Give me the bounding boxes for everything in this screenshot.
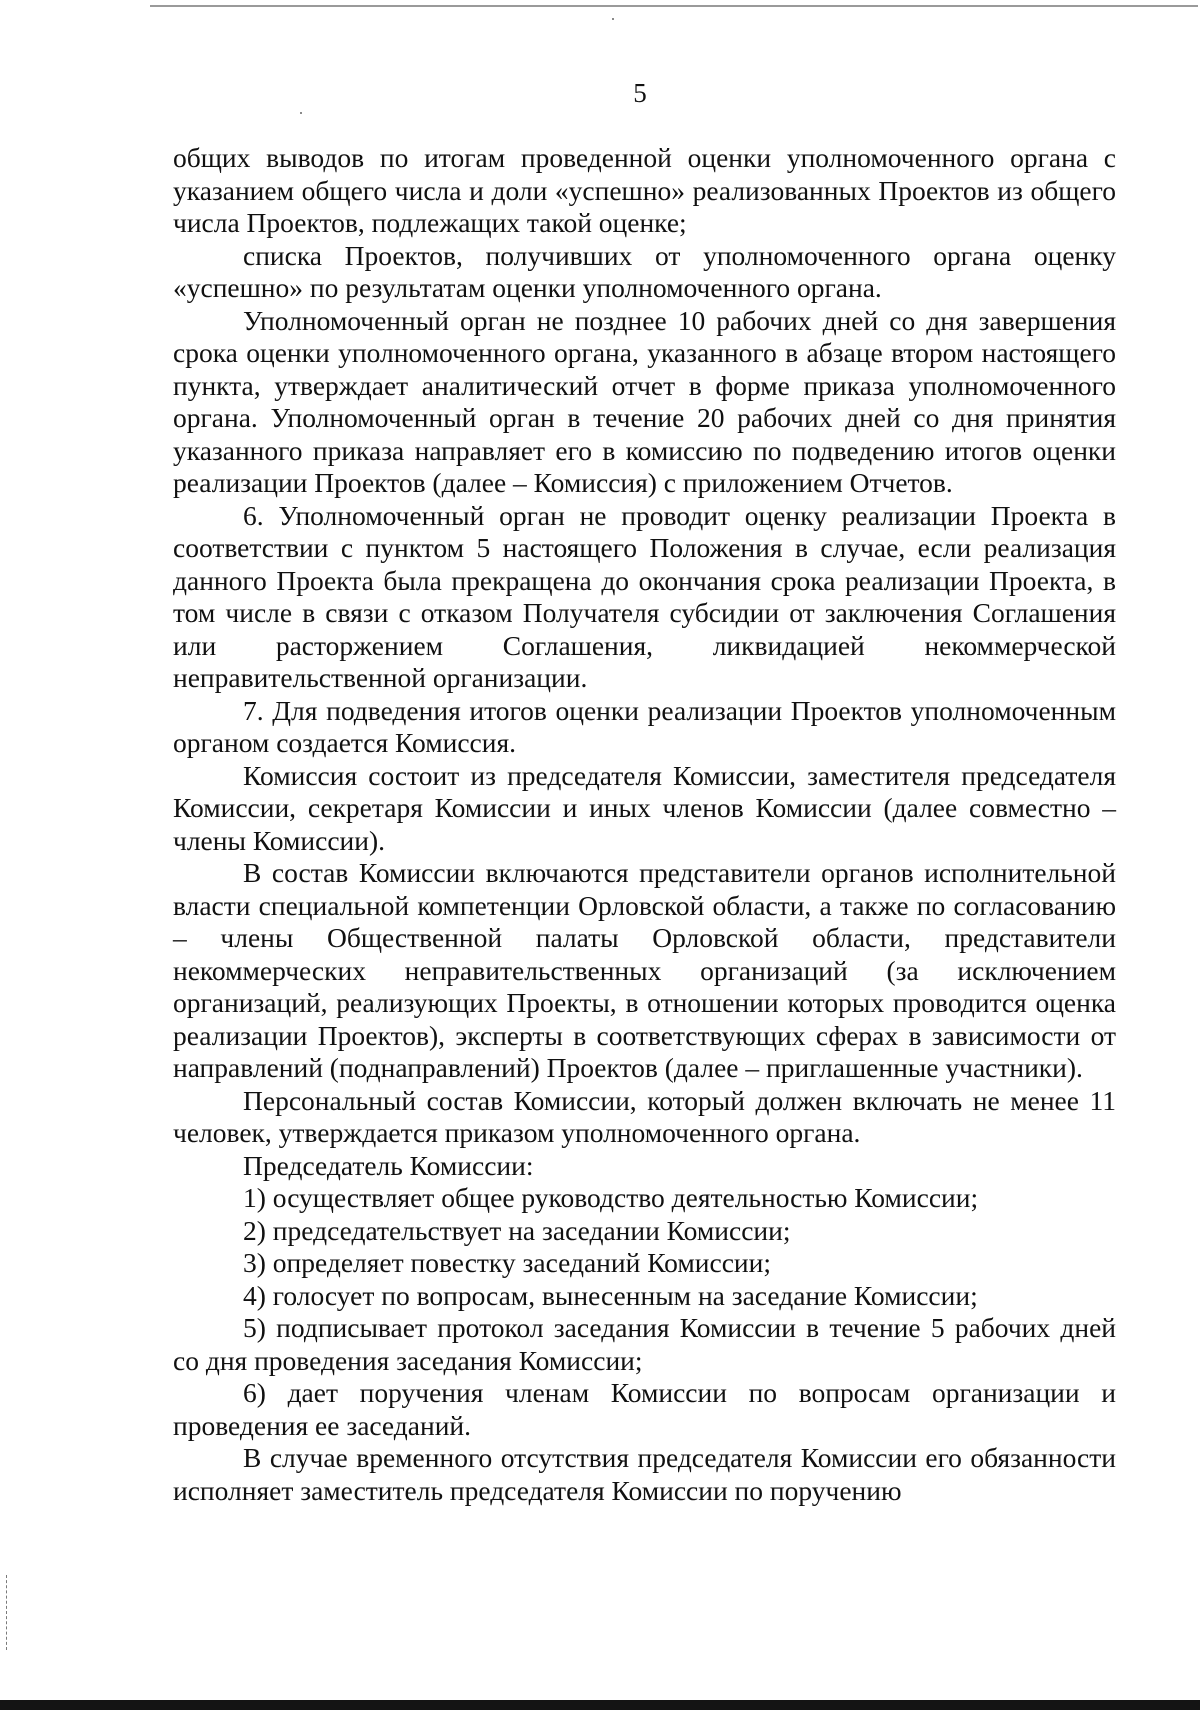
paragraph: 5) подписывает протокол заседания Комиссии в течение 5 рабочих дней со дня проведения заседания Комиссии; [173,1312,1116,1376]
scan-edge-mark [6,1575,7,1650]
paragraph: 1) осуществляет общее руководство деятельностью Комиссии; [243,1182,979,1213]
paragraph: 7. Для подведения итогов оценки реализации Проектов уполномоченным органом создается Комиссия. [173,694,1116,758]
scan-speck [612,18,614,20]
paragraph: Комиссия состоит из председателя Комиссии, заместителя председателя Комиссии, секретаря Комиссии и иных членов Комиссии (далее совместно – члены Комиссии). [173,759,1116,856]
page-number: 5 [633,78,647,108]
paragraph: Персональный состав Комиссии, который должен включать не менее 11 человек, утверждается приказом уполномоченного органа. [173,1084,1116,1148]
paragraph: общих выводов по итогам проведенной оценки уполномоченного органа с указанием общего числа и доли «успешно» реализованных Проектов из общего числа Проектов, подлежащих такой оценке; [173,142,1116,238]
scan-bottom-edge [0,1700,1200,1710]
paragraph: В случае временного отсутствия председателя Комиссии его обязанности исполняет заместитель председателя Комиссии по поручению [173,1442,1116,1506]
paragraph: 6) дает поручения членам Комиссии по вопросам организации и проведения ее заседаний. [173,1377,1116,1441]
document-body [173,142,1116,1507]
scan-edge-line [150,5,1198,7]
paragraph: Уполномоченный орган не позднее 10 рабочих дней со дня завершения срока оценки уполномоченного органа, указанного в абзаце втором настоящего пункта, утверждает аналитический отчет в форме приказа уполномоченного органа. Уполномоченный орган в течение 20 рабочих дней со дня принятия указанного приказа направляет его в комиссию по подведению итогов оценки реализации Проектов (далее – Комиссия) с приложением Отчетов. [173,304,1116,498]
paragraph: 3) определяет повестку заседаний Комиссии; [243,1247,771,1278]
paragraph: списка Проектов, получивших от уполномоченного органа оценку «успешно» по результатам оценки уполномоченного органа. [173,239,1116,303]
paragraph: 4) голосует по вопросам, вынесенным на заседание Комиссии; [243,1279,978,1311]
paragraph: Председатель Комиссии: [243,1149,534,1181]
scan-speck [300,112,302,114]
paragraph: 6. Уполномоченный орган не проводит оценку реализации Проекта в соответствии с пунктом 5 настоящего Положения в случае, если реализация данного Проекта была прекращена до окончания срока реализации Проекта, в том числе в связи с отказом Получателя субсидии от заключения Соглашения или расторжением Соглашения, ликвидацией некоммерческой неправительственной организации. [173,499,1116,693]
paragraph: В состав Комиссии включаются представители органов исполнительной власти специальной компетенции Орловской области, а также по согласованию – члены Общественной палаты Орловской области, представители некоммерческих неправительственных организаций (за исключением организаций, реализующих Проекты, в отношении которых проводится оценка реализации Проектов), эксперты в соответствующих сферах в зависимости от направлений (поднаправлений) Проектов (далее – приглашенные участники). [173,857,1116,1083]
paragraph: 2) председательствует на заседании Комиссии; [243,1214,791,1246]
